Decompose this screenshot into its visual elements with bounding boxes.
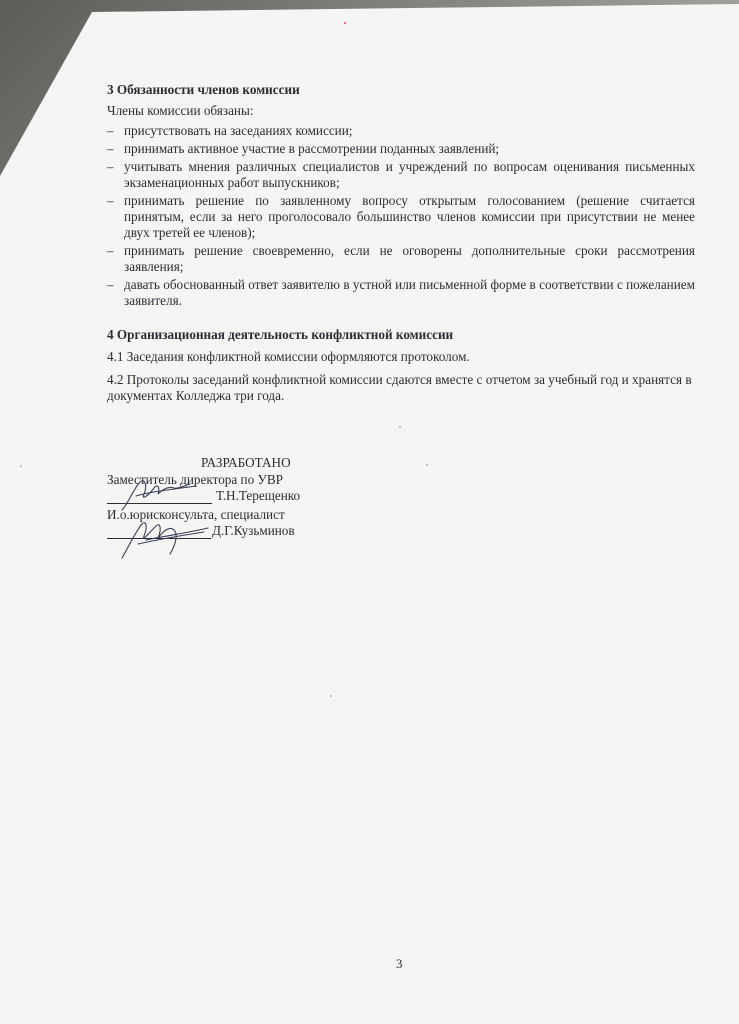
signature-1-image [118,474,208,514]
document-body [107,82,695,404]
section-3-heading: 3 Обязанности членов комиссии [107,82,300,97]
bullet-dash: – [107,243,114,258]
section-3-lead: Члены комиссии обязаны: [107,103,254,118]
scan-speck [426,464,428,466]
list-item: – давать обоснованный ответ заявителю в устной или письменной форме в соответствии с пожеланием заявителя. [107,277,695,308]
signatory-1-role: Заместитель директора по УВР [107,472,283,487]
list-item: – принимать решение по заявленному вопросу открытым голосованием (решение считается принятым, если за него проголосовало большинство членов комиссии при присутствии не менее двух третей ее членов); [107,193,695,240]
page-number: 3 [396,956,403,971]
list-item: – присутствовать на заседаниях комиссии; [107,123,353,138]
paragraph-4-2: 4.2 Протоколы заседаний конфликтной комиссии сдаются вместе с отчетом за учебный год и хранятся в документах Колледжа три года. [107,372,692,403]
bullet-dash: – [107,277,114,292]
scan-speck [20,465,22,467]
list-item: – принимать активное участие в рассмотрении поданных заявлений; [107,141,500,156]
paragraph-4-1: 4.1 Заседания конфликтной комиссии оформляются протоколом. [107,349,470,364]
section-4-heading: 4 Организационная деятельность конфликтной комиссии [107,327,454,342]
scan-speck [399,426,401,428]
signatory-2-name: Д.Г.Кузьминов [212,523,295,538]
signatory-1-name: Т.Н.Терещенко [216,488,301,503]
signature-2-image [116,514,216,564]
duties-list [107,123,695,309]
list-item: – учитывать мнения различных специалистов и учреждений по вопросам оценивания письменных экзаменационных работ выпускников; [107,159,695,190]
bullet-dash: – [107,141,114,156]
bullet-dash: – [107,159,114,174]
scan-speck [330,695,332,697]
signatory-2-role: И.о.юрисконсульта, специалист [107,507,285,522]
bullet-dash: – [107,123,114,138]
bullet-dash: – [107,193,114,208]
list-item: – принимать решение своевременно, если не оговорены дополнительные сроки рассмотрения заявления; [107,243,695,274]
scan-speck [344,22,346,24]
developed-label: РАЗРАБОТАНО [201,455,291,470]
